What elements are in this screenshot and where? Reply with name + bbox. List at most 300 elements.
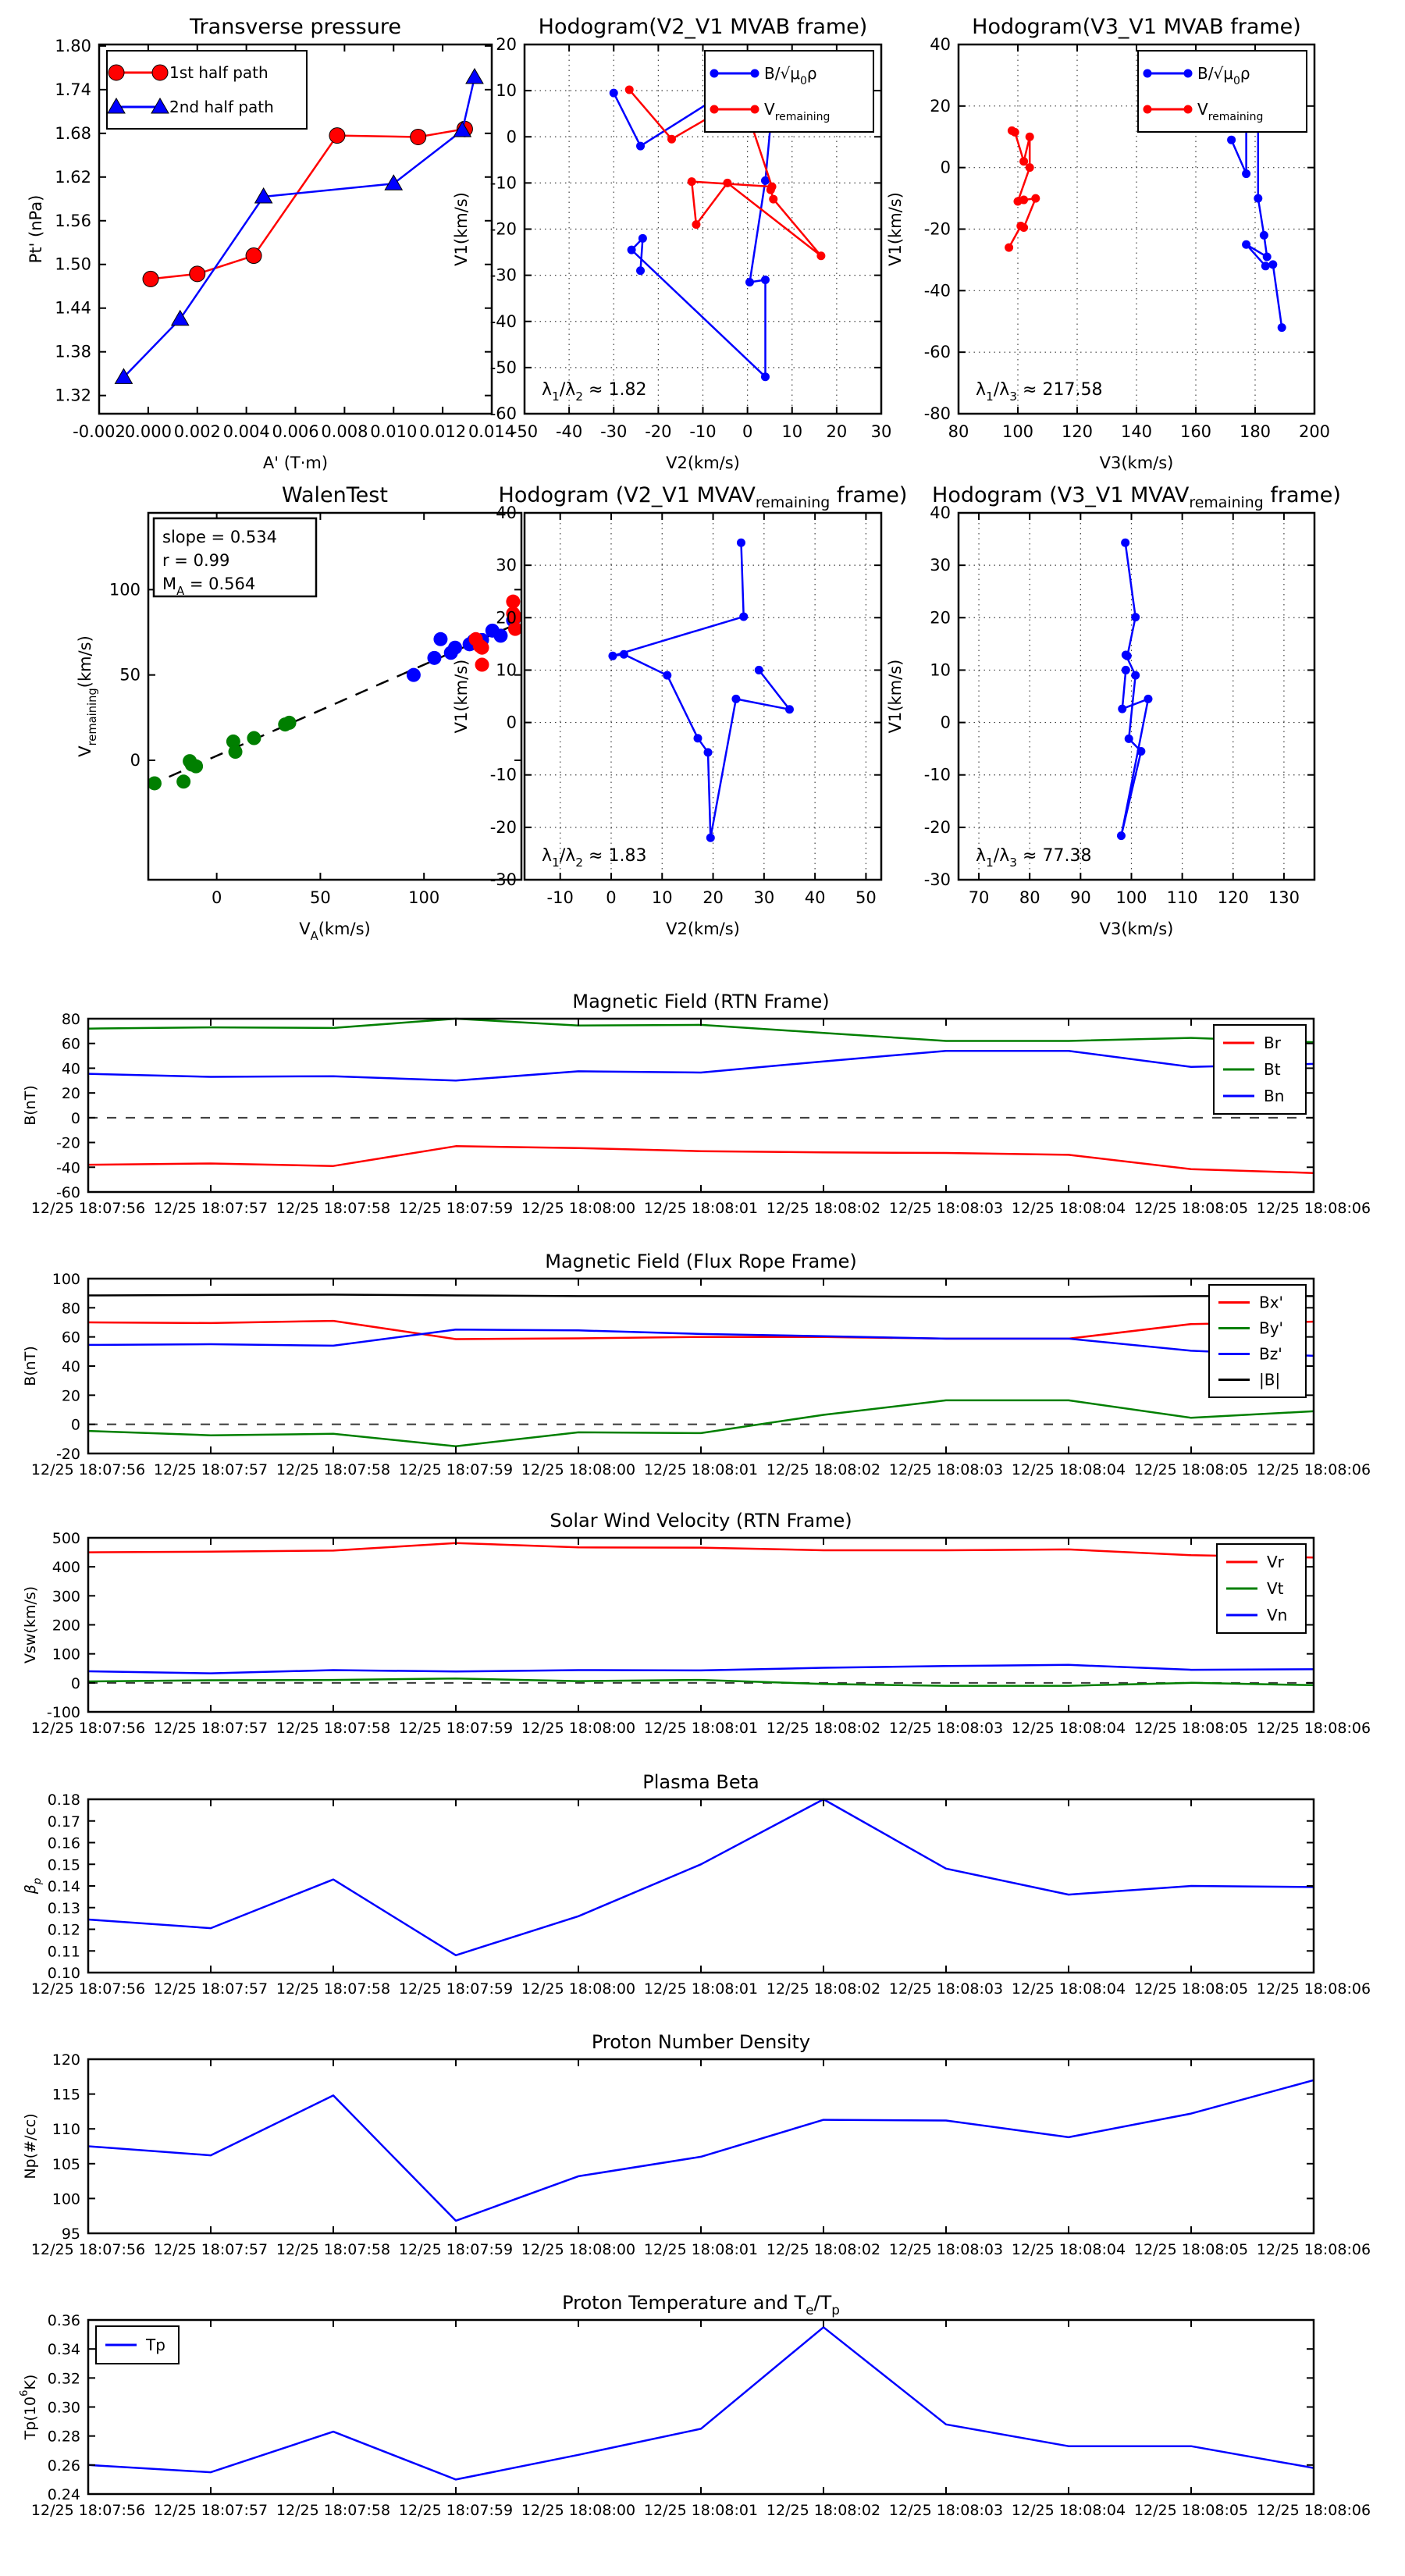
x-tick-label: 110	[1166, 888, 1198, 907]
x-tick-label: 12/25 18:07:59	[398, 2502, 514, 2519]
series-V-remaining-path	[613, 543, 790, 838]
panel-proton-temp	[19, 2292, 1371, 2519]
panel-title: Magnetic Field (Flux Rope Frame)	[545, 1251, 857, 1272]
x-tick-label: 0	[742, 422, 753, 441]
series-B-over-sqrt-mu0rho	[1232, 116, 1282, 328]
point-marker	[1254, 194, 1262, 203]
scatter-boundary	[506, 595, 520, 609]
x-tick-label: 12/25 18:08:01	[643, 1720, 759, 1737]
y-tick-label: 1.44	[55, 298, 91, 318]
y-tick-label: 40	[930, 503, 951, 522]
x-tick-label: 100	[1115, 888, 1147, 907]
x-tick-label: 12/25 18:07:59	[398, 1200, 514, 1217]
legend-label: $B/√\mu_0\rho$	[1197, 64, 1250, 87]
series-Vr	[88, 1543, 1314, 1558]
legend-label: Tp	[146, 2336, 165, 2354]
y-tick-label: 0.32	[47, 2370, 80, 2388]
point-marker	[751, 105, 759, 114]
point-marker	[608, 652, 617, 660]
legend-label: Vr	[1267, 1553, 1284, 1571]
x-tick-label: 200	[1298, 422, 1331, 441]
x-tick-label: 12/25 18:08:03	[888, 1461, 1004, 1478]
y-tick-label: 0.30	[47, 2399, 80, 2417]
y-tick-label: 300	[52, 1588, 80, 1606]
point-marker	[688, 177, 696, 186]
panel-title: Hodogram (V3_V1 $MVAV_{remaining}$ frame)	[932, 483, 1341, 511]
scatter-first-half	[148, 776, 162, 790]
panel-title: Hodogram(V2_V1 MVAB frame)	[538, 15, 868, 39]
y-axis-label: $V_{remaining}(km/s)$	[76, 635, 99, 757]
x-tick-label: 80	[948, 422, 969, 441]
x-tick-label: 12/25 18:07:57	[153, 1980, 269, 1998]
legend-label: By'	[1259, 1318, 1284, 1338]
y-tick-label: 100	[108, 580, 140, 600]
series-Tp	[88, 2327, 1314, 2479]
x-tick-label: 12/25 18:07:56	[30, 2241, 146, 2258]
x-tick-label: 160	[1179, 422, 1212, 441]
point-marker	[816, 251, 825, 260]
y-tick-label: -100	[46, 1704, 80, 1721]
panel-hodogram-v3v1-mvab	[886, 15, 1330, 472]
axes-frame	[88, 1538, 1314, 1712]
y-tick-label: 10	[930, 660, 951, 680]
x-axis-label: V3(km/s)	[1099, 920, 1174, 938]
x-tick-label: 40	[804, 888, 826, 907]
panel-hodogram-v2v1-mvav	[452, 483, 907, 938]
y-tick-label: -40	[489, 311, 517, 331]
x-tick-label: 12/25 18:08:06	[1256, 2241, 1371, 2258]
y-axis-label: V1(km/s)	[452, 659, 471, 734]
point-marker	[755, 666, 763, 674]
y-tick-label: 0.34	[47, 2341, 80, 2359]
scatter-second-half	[433, 632, 447, 646]
y-tick-label: 200	[52, 1617, 80, 1635]
y-tick-label: 115	[52, 2086, 80, 2104]
legend	[1138, 51, 1307, 132]
x-tick-label: -30	[600, 422, 628, 441]
point-marker	[739, 612, 748, 621]
scatter-boundary	[475, 641, 489, 655]
y-tick-label: -20	[923, 219, 951, 239]
legend-label: Bx'	[1259, 1293, 1284, 1312]
scatter-second-half	[427, 651, 441, 665]
x-tick-label: -10	[689, 422, 717, 441]
x-tick-label: 70	[968, 888, 990, 907]
point-marker	[1122, 650, 1130, 659]
x-tick-label: 12/25 18:08:01	[643, 1980, 759, 1998]
legend-label: $V_{remaining}$	[764, 100, 831, 123]
x-tick-label: 12/25 18:07:57	[153, 1461, 269, 1478]
y-tick-label: 1.32	[55, 386, 91, 405]
x-tick-label: 12/25 18:08:02	[766, 1200, 881, 1217]
panel-mag-fluxrope	[22, 1251, 1371, 1478]
x-tick-label: 12/25 18:08:02	[766, 1720, 881, 1737]
x-tick-label: 0.002	[173, 422, 221, 441]
x-tick-label: 0.010	[370, 422, 418, 441]
panel-vsw-rtn	[22, 1510, 1371, 1737]
series-Bz-prime	[88, 1329, 1314, 1356]
panel-hodogram-v2v1-mvab	[452, 15, 891, 472]
x-tick-label: 12/25 18:07:56	[30, 2502, 146, 2519]
x-tick-label: 12/25 18:08:05	[1133, 2502, 1249, 2519]
point-marker	[620, 650, 628, 659]
panel-title: Plasma Beta	[642, 1771, 759, 1793]
y-tick-label: 30	[930, 556, 951, 575]
y-tick-label: 1.56	[55, 211, 91, 230]
x-tick-label: 12/25 18:08:05	[1133, 1720, 1249, 1737]
y-axis-label: V1(km/s)	[886, 192, 905, 266]
x-tick-label: 12/25 18:08:04	[1011, 1200, 1126, 1217]
y-tick-label: -20	[55, 1134, 80, 1152]
point-marker	[667, 135, 676, 144]
y-tick-label: 20	[930, 608, 951, 628]
y-tick-label: -60	[489, 404, 517, 423]
y-tick-label: 0.11	[47, 1943, 80, 1961]
x-tick-label: 80	[1019, 888, 1040, 907]
x-tick-label: 12/25 18:07:56	[30, 1980, 146, 1998]
x-tick-label: 0.014	[468, 422, 516, 441]
x-tick-label: 50	[855, 888, 877, 907]
point-marker	[785, 705, 794, 713]
y-tick-label: 0.26	[47, 2457, 80, 2475]
point-marker	[693, 734, 702, 742]
y-tick-label: 120	[52, 2051, 80, 2069]
scatter-second-half	[407, 668, 421, 682]
x-axis-label: A' (T·m)	[262, 454, 329, 472]
legend	[1214, 1025, 1306, 1114]
legend-label: Vt	[1267, 1579, 1284, 1598]
y-axis-label: Pt' (nPa)	[27, 194, 45, 264]
x-tick-label: 12/25 18:08:03	[888, 1720, 1004, 1737]
point-marker	[731, 695, 740, 703]
point-marker	[636, 266, 645, 275]
x-tick-label: -0.002	[73, 422, 126, 441]
point-marker	[636, 142, 645, 151]
x-axis-label: V2(km/s)	[666, 454, 740, 472]
y-tick-label: 40	[496, 503, 517, 522]
point-marker	[1117, 831, 1126, 840]
x-tick-label: 0.000	[124, 422, 172, 441]
stats-line: r = 0.99	[162, 551, 230, 570]
y-tick-label: 100	[52, 1646, 80, 1663]
x-tick-label: 12/25 18:08:03	[888, 1200, 1004, 1217]
point-marker	[246, 248, 261, 264]
point-marker	[1031, 194, 1040, 203]
point-marker	[329, 128, 345, 144]
y-tick-label: -30	[489, 265, 517, 285]
point-marker	[1016, 222, 1025, 230]
x-tick-label: -50	[510, 422, 539, 441]
x-tick-label: 0.008	[321, 422, 368, 441]
y-tick-label: 40	[930, 35, 951, 54]
point-marker	[143, 271, 158, 286]
point-marker	[710, 69, 719, 78]
y-tick-label: -60	[923, 343, 951, 362]
x-tick-label: 12/25 18:08:05	[1133, 1461, 1249, 1478]
panel-title: Hodogram(V3_V1 MVAB frame)	[972, 15, 1301, 39]
y-tick-label: 1.80	[55, 36, 91, 55]
scatter-second-half	[448, 641, 462, 655]
scatter-second-half	[493, 628, 507, 642]
y-tick-label: 1.74	[55, 80, 91, 99]
x-tick-label: 120	[1217, 888, 1249, 907]
y-tick-label: 0.10	[47, 1965, 80, 1982]
scatter-first-half	[176, 774, 190, 788]
y-axis-label: V1(km/s)	[886, 659, 905, 734]
axes-frame	[88, 1799, 1314, 1973]
x-tick-label: 130	[1268, 888, 1300, 907]
legend	[1217, 1544, 1306, 1633]
y-tick-label: 0.17	[47, 1813, 80, 1831]
y-axis-label: $Tp(10^6K)$	[19, 2374, 39, 2440]
panel-title: Proton Number Density	[591, 2031, 811, 2053]
point-marker	[1261, 262, 1270, 270]
point-marker	[628, 246, 636, 254]
x-tick-label: 0	[606, 888, 617, 907]
point-marker	[706, 834, 715, 842]
panel-title: WalenTest	[282, 483, 388, 507]
point-marker	[710, 105, 719, 114]
y-tick-label: 20	[496, 35, 517, 54]
x-tick-label: 12/25 18:08:01	[643, 2502, 759, 2519]
panel-mag-rtn	[22, 991, 1371, 1217]
x-tick-label: 0	[211, 888, 222, 907]
x-tick-label: 12/25 18:07:57	[153, 1720, 269, 1737]
series-Vt	[88, 1678, 1314, 1685]
y-tick-label: 0.28	[47, 2428, 80, 2446]
point-marker	[411, 129, 426, 144]
y-tick-label: 1.50	[55, 254, 91, 274]
x-tick-label: 100	[408, 888, 440, 907]
point-marker	[466, 69, 483, 84]
legend-label: Vn	[1267, 1606, 1288, 1624]
x-tick-label: 12/25 18:08:00	[521, 2502, 636, 2519]
x-tick-label: 12/25 18:08:03	[888, 2241, 1004, 2258]
y-tick-label: 0	[506, 127, 517, 147]
point-marker	[692, 220, 700, 229]
x-tick-label: 20	[702, 888, 724, 907]
point-marker	[1122, 666, 1130, 674]
y-tick-label: -20	[923, 817, 951, 837]
legend-label: Bz'	[1259, 1344, 1282, 1364]
legend-label: |B|	[1259, 1370, 1281, 1389]
x-tick-label: 12/25 18:08:03	[888, 1980, 1004, 1998]
point-marker	[1260, 231, 1268, 240]
point-marker	[1131, 671, 1140, 680]
y-tick-label: -10	[923, 765, 951, 785]
series-By-prime	[88, 1400, 1314, 1446]
x-tick-label: -10	[546, 888, 574, 907]
y-axis-label: $\beta_p$	[22, 1877, 44, 1895]
x-tick-label: 12/25 18:07:57	[153, 1200, 269, 1217]
y-tick-label: 0.12	[47, 1921, 80, 1939]
stats-line: slope = 0.534	[162, 528, 277, 546]
y-tick-label: 60	[61, 1329, 80, 1347]
point-marker	[1242, 240, 1250, 249]
x-tick-label: 12/25 18:08:03	[888, 2502, 1004, 2519]
x-tick-label: 12/25 18:08:00	[521, 2241, 636, 2258]
point-marker	[1263, 252, 1272, 261]
x-tick-label: 12/25 18:07:57	[153, 2241, 269, 2258]
x-tick-label: 12/25 18:07:59	[398, 1980, 514, 1998]
eigenvalue-annotation: $\lambda_1/\lambda_2 \approx 1.82$	[542, 380, 647, 404]
x-tick-label: 12/25 18:07:59	[398, 1720, 514, 1737]
y-tick-label: 40	[61, 1060, 80, 1078]
point-marker	[1118, 705, 1126, 713]
point-marker	[1011, 128, 1019, 137]
y-tick-label: 100	[52, 1271, 80, 1288]
x-tick-label: 140	[1120, 422, 1153, 441]
x-tick-label: 12/25 18:08:02	[766, 2241, 881, 2258]
x-tick-label: 12/25 18:08:01	[643, 1461, 759, 1478]
point-marker	[152, 65, 168, 80]
series-V-remaining-path	[1122, 543, 1149, 835]
panel-plasma-beta	[22, 1771, 1371, 1998]
x-tick-label: 0.012	[419, 422, 467, 441]
x-tick-label: 12/25 18:08:01	[643, 2241, 759, 2258]
eigenvalue-annotation: $\lambda_1/\lambda_3 \approx 77.38$	[976, 846, 1092, 870]
series-Bx-prime	[88, 1318, 1314, 1339]
y-tick-label: 10	[496, 660, 517, 680]
y-tick-label: 40	[61, 1358, 80, 1375]
axes-frame	[959, 513, 1314, 880]
x-tick-label: 12/25 18:08:04	[1011, 2241, 1126, 2258]
x-tick-label: 12/25 18:07:58	[276, 1461, 391, 1478]
panel-proton-density	[22, 2031, 1371, 2258]
point-marker	[704, 748, 713, 756]
x-axis-label: V3(km/s)	[1099, 454, 1174, 472]
x-tick-label: 12/25 18:07:56	[30, 1200, 146, 1217]
y-axis-label: Np(#/cc)	[22, 2113, 39, 2179]
y-tick-label: 0	[70, 1109, 80, 1127]
y-tick-label: -80	[923, 404, 951, 423]
point-marker	[1268, 260, 1277, 269]
legend-label: 1st half path	[169, 63, 269, 82]
point-marker	[1026, 133, 1034, 141]
y-tick-label: 0.13	[47, 1899, 80, 1917]
panel-title: Hodogram (V2_V1 $MVAV_{remaining}$ frame)	[498, 483, 908, 511]
x-tick-label: 12/25 18:07:58	[276, 1980, 391, 1998]
scatter-first-half	[229, 745, 243, 759]
x-tick-label: 12/25 18:08:04	[1011, 1980, 1126, 1998]
y-axis-label: B(nT)	[22, 1085, 39, 1126]
y-tick-label: -40	[55, 1159, 80, 1177]
y-tick-label: -30	[489, 870, 517, 889]
x-tick-label: 12/25 18:07:56	[30, 1720, 146, 1737]
series-1st half path	[151, 129, 464, 279]
x-tick-label: 12/25 18:08:05	[1133, 1980, 1249, 1998]
x-tick-label: 12/25 18:08:02	[766, 1461, 881, 1478]
y-tick-label: -30	[923, 870, 951, 889]
x-tick-label: 12/25 18:08:04	[1011, 1720, 1126, 1737]
y-tick-label: -20	[489, 219, 517, 239]
y-tick-label: 20	[930, 96, 951, 116]
y-axis-label: B(nT)	[22, 1346, 39, 1386]
point-marker	[1242, 169, 1250, 178]
x-tick-label: 12/25 18:08:00	[521, 1720, 636, 1737]
series-Vn	[88, 1665, 1314, 1674]
point-marker	[610, 89, 618, 98]
y-tick-label: 0	[506, 713, 517, 732]
legend-label: $B/√\mu_0\rho$	[764, 64, 817, 87]
point-marker	[1019, 157, 1028, 165]
y-tick-label: 0.24	[47, 2486, 80, 2503]
x-tick-label: 12/25 18:07:58	[276, 2241, 391, 2258]
x-tick-label: 10	[651, 888, 673, 907]
point-marker	[1184, 105, 1193, 114]
x-tick-label: -20	[645, 422, 672, 441]
axes-frame	[525, 513, 881, 880]
x-tick-label: 12/25 18:07:59	[398, 1461, 514, 1478]
legend-label: Bt	[1264, 1060, 1281, 1079]
legend-label: $V_{remaining}$	[1197, 100, 1264, 123]
y-tick-label: 0	[130, 750, 140, 770]
x-tick-label: 100	[1001, 422, 1034, 441]
axes-frame	[88, 1019, 1314, 1192]
y-tick-label: 1.38	[55, 342, 91, 361]
y-tick-label: 1.68	[55, 123, 91, 143]
point-marker	[625, 85, 634, 94]
legend	[705, 51, 873, 132]
x-tick-label: 90	[1069, 888, 1091, 907]
point-marker	[1121, 539, 1129, 547]
legend	[107, 51, 307, 129]
point-marker	[761, 276, 770, 284]
point-marker	[1278, 323, 1286, 332]
series-Np	[88, 2080, 1314, 2221]
axes-frame	[88, 1279, 1314, 1453]
stats-box	[154, 518, 316, 598]
panel-transverse-pressure	[27, 15, 515, 472]
y-tick-label: 0	[70, 1416, 80, 1434]
legend	[1209, 1285, 1306, 1397]
x-tick-label: 12/25 18:08:00	[521, 1461, 636, 1478]
x-tick-label: 10	[781, 422, 803, 441]
axes-frame	[88, 2059, 1314, 2233]
x-tick-label: 180	[1239, 422, 1272, 441]
eigenvalue-annotation: $\lambda_1/\lambda_3 \approx 217.58$	[976, 380, 1103, 404]
y-tick-label: 0.36	[47, 2312, 80, 2329]
y-tick-label: -10	[489, 765, 517, 785]
x-tick-label: 0.004	[222, 422, 270, 441]
axes-frame	[88, 2320, 1314, 2494]
legend-label: Br	[1264, 1034, 1281, 1052]
series-Bn	[88, 1051, 1314, 1080]
point-marker	[638, 234, 647, 243]
x-axis-label: $V_A(km/s)$	[299, 920, 371, 943]
x-tick-label: 12/25 18:08:00	[521, 1980, 636, 1998]
x-tick-label: 50	[310, 888, 331, 907]
point-marker	[190, 266, 205, 282]
y-tick-label: 60	[61, 1035, 80, 1053]
x-tick-label: 12/25 18:08:02	[766, 1980, 881, 1998]
point-marker	[1184, 69, 1193, 78]
y-tick-label: 20	[61, 1387, 80, 1405]
point-marker	[1136, 747, 1145, 756]
y-tick-label: 105	[52, 2155, 80, 2173]
x-tick-label: 12/25 18:08:04	[1011, 1461, 1126, 1478]
y-tick-label: 80	[61, 1011, 80, 1028]
y-tick-label: 0.14	[47, 1878, 80, 1895]
x-tick-label: 12/25 18:08:06	[1256, 1980, 1371, 1998]
x-tick-label: 12/25 18:07:58	[276, 1720, 391, 1737]
point-marker	[1019, 196, 1028, 205]
x-tick-label: 30	[870, 422, 892, 441]
y-tick-label: 30	[496, 556, 517, 575]
legend-label: 2nd half path	[169, 98, 274, 116]
y-tick-label: -10	[489, 173, 517, 193]
scatter-first-half	[189, 760, 203, 774]
